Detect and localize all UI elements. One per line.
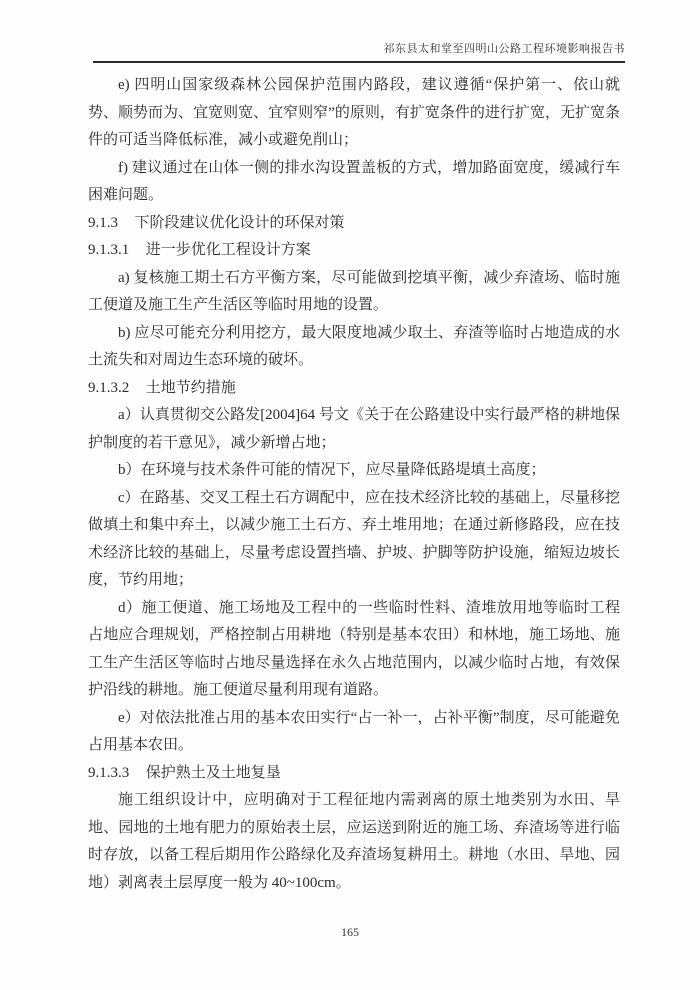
paragraph-item-c-earthwork-allocation: c）在路基、交叉工程土石方调配中，应在技术经济比较的基础上，尽量移挖做填土和集中弃土，以减少施工土石方、弃土堆用地；在通过新修路段，应在技术经济比较的基础上，尽量考虑设置挡墙、护坡、护脚等防护设施，缩短边坡长度，节约用地； [88,489,620,588]
section-title: 保护熟土及土地复垦 [145,764,281,781]
paragraph-item-e-farmland-balance: e）对依法批准占用的基本农田实行“占一补一，占补平衡”制度，尽可能避免占用基本农田。 [88,709,620,753]
paragraph-item-a-policy-document: a）认真贯彻交公路发[2004]64 号文《关于在公路建设中实行最严格的耕地保护制度的若干意见》，减少新增占地； [88,407,620,451]
paragraph-item-f-drainage-cover: f) 建议通过在山体一侧的排水沟设置盖板的方式，增加路面宽度，缓减行车困难问题。 [88,159,620,203]
section-heading-9-1-3-2 [88,375,620,403]
paragraph-item-e-road-section: e) 四明山国家级森林公园保护范围内路段，建议遵循“保护第一、依山就势、顺势而为、宜宽则宽、宜窄则窄”的原则，有扩宽条件的进行扩宽，无扩宽条件的可适当降低标准，减小或避免削山； [88,77,620,148]
paragraph-item-a-earthwork-balance: a) 复核施工期土石方平衡方案，尽可能做到挖填平衡，减少弃渣场、临时施工便道及施工生产生活区等临时用地的设置。 [88,269,620,313]
section-number: 9.1.3 [88,214,118,231]
report-title-header: 祁东县太和堂至四明山公路工程环境影响报告书 [383,43,625,55]
paragraph-item-b-use-excavation: b) 应尽可能充分利用挖方，最大限度地减少取土、弃渣等临时占地造成的水土流失和对周边生态环境的破坏。 [88,324,620,368]
page-header [93,40,625,63]
page-number: 165 [341,925,359,939]
section-number: 9.1.3.3 [88,764,130,781]
paragraph-item-b-embankment-height: b）在环境与技术条件可能的情况下，应尽量降低路堤填土高度； [118,462,546,478]
section-title: 进一步优化工程设计方案 [145,242,311,258]
paragraph-item-d-temporary-land: d）施工便道、施工场地及工程中的一些临时性料、渣堆放用地等临时工程占地应合理规划，严格控制占用耕地（特别是基本农田）和林地，施工场地、施工生产生活区等临时占地尽量选择在永久占地范围内，以减少临时占地，有效保护沿线的耕地。施工便道尽量利用现有道路。 [88,599,620,698]
header-rule [93,61,625,63]
section-heading-9-1-3-3 [88,760,620,788]
section-heading-9-1-3 [88,210,620,238]
document-body [88,72,620,897]
section-heading-9-1-3-1 [88,237,620,265]
section-title: 土地节约措施 [145,379,236,396]
section-number: 9.1.3.1 [88,242,130,258]
paragraph-topsoil-reclamation: 施工组织设计中，应明确对于工程征地内需剥离的原土地类别为水田、旱地、园地的土地有肥力的原始表土层，应运送到附近的施工场、弃渣场等进行临时存放，以备工程后期用作公路绿化及弃渣场复耕用土。耕地（水田、旱地、园地）剥离表土层厚度一般为 40~100cm。 [88,792,620,891]
section-title: 下阶段建议优化设计的环保对策 [134,214,345,231]
section-number: 9.1.3.2 [88,379,130,396]
